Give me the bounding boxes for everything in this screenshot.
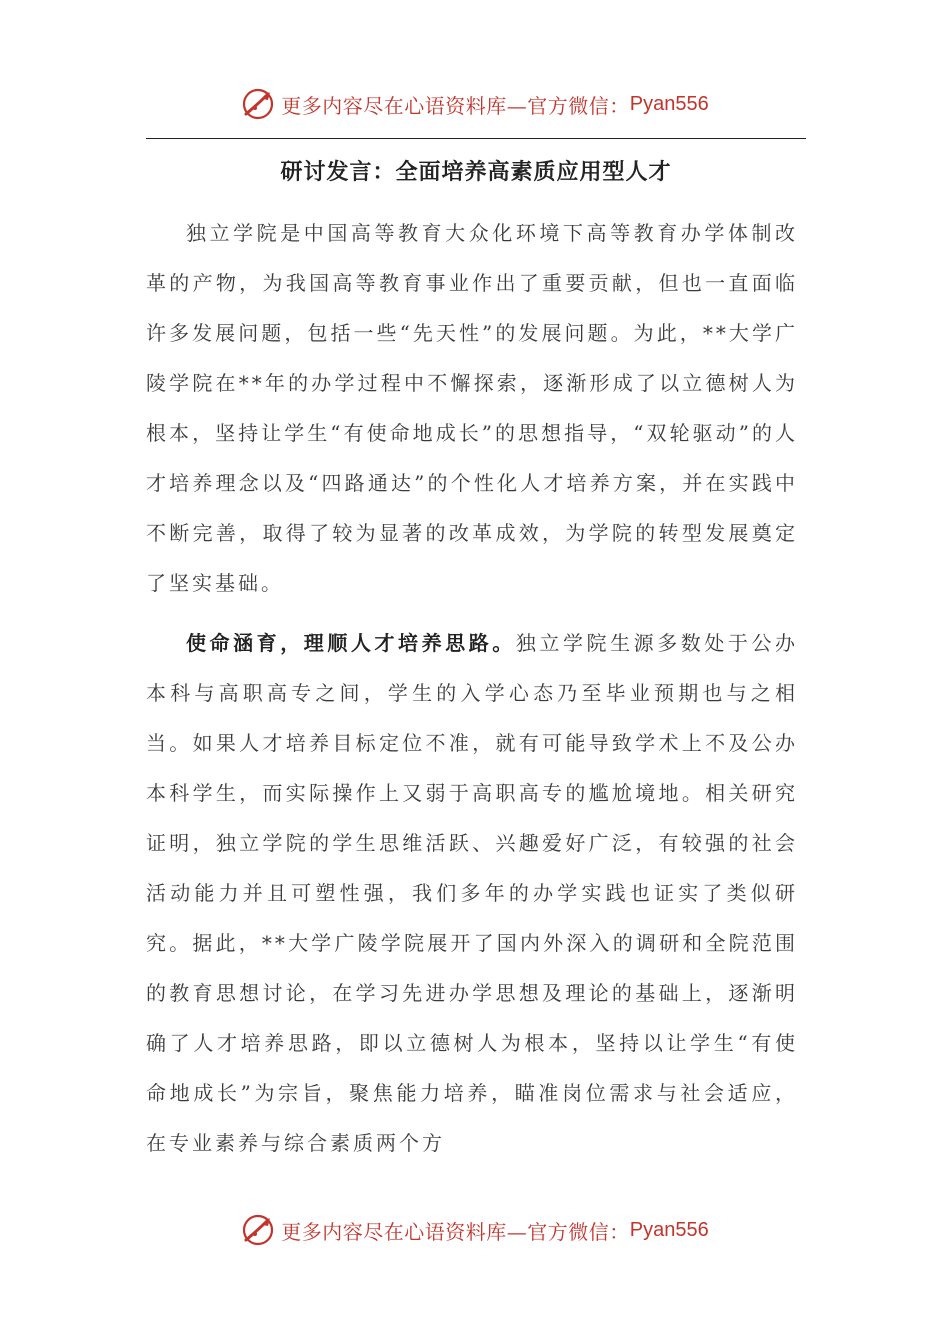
header-banner: [0, 86, 950, 122]
promo-text: 更多内容尽在心语资料库—官方微信：: [281, 93, 630, 118]
header-divider: [146, 138, 806, 139]
wechat-id: Pyan556: [629, 92, 709, 115]
pen-circle-logo-icon: [241, 1213, 275, 1247]
footer-banner: [0, 1212, 950, 1248]
paragraph-lead: 使命涵育，理顺人才培养思路。: [186, 631, 516, 655]
paragraph-text: 独立学院是中国高等教育大众化环境下高等教育办学体制改革的产物，为我国高等教育事业作出了重要贡献，但也一直面临许多发展问题，包括一些“先天性”的发展问题。为此，**大学广陵学院在**年的办学过程中不懈探索，逐渐形成了以立德树人为根本，坚持让学生“有使命地成长”的思想指导，“双轮驱动”的人才培养理念以及“四路通达”的个性化人才培养方案，并在实践中不断完善，取得了较为显著的改革成效，为学院的转型发展奠定了坚实基础。: [146, 221, 798, 595]
wechat-id: Pyan556: [629, 1218, 709, 1241]
paragraph: [146, 208, 798, 608]
pen-circle-logo-icon: [241, 87, 275, 121]
page-title: 研讨发言：全面培养高素质应用型人才: [280, 159, 672, 185]
promo-text: 更多内容尽在心语资料库—官方微信：: [281, 1219, 630, 1244]
paragraph: [146, 618, 798, 1168]
document-body: [146, 208, 798, 1168]
paragraph-text: 独立学院生源多数处于公办本科与高职高专之间，学生的入学心态乃至毕业预期也与之相当。如果人才培养目标定位不准，就有可能导致学术上不及公办本科学生，而实际操作上又弱于高职高专的尴尬境地。相关研究证明，独立学院的学生思维活跃、兴趣爱好广泛，有较强的社会活动能力并且可塑性强，我们多年的办学实践也证实了类似研究。据此，**大学广陵学院展开了国内外深入的调研和全院范围的教育思想讨论，在学习先进办学思想及理论的基础上，逐渐明确了人才培养思路，即以立德树人为根本，坚持以让学生“有使命地成长”为宗旨，聚焦能力培养，瞄准岗位需求与社会适应，在专业素养与综合素质两个方: [146, 631, 799, 1155]
